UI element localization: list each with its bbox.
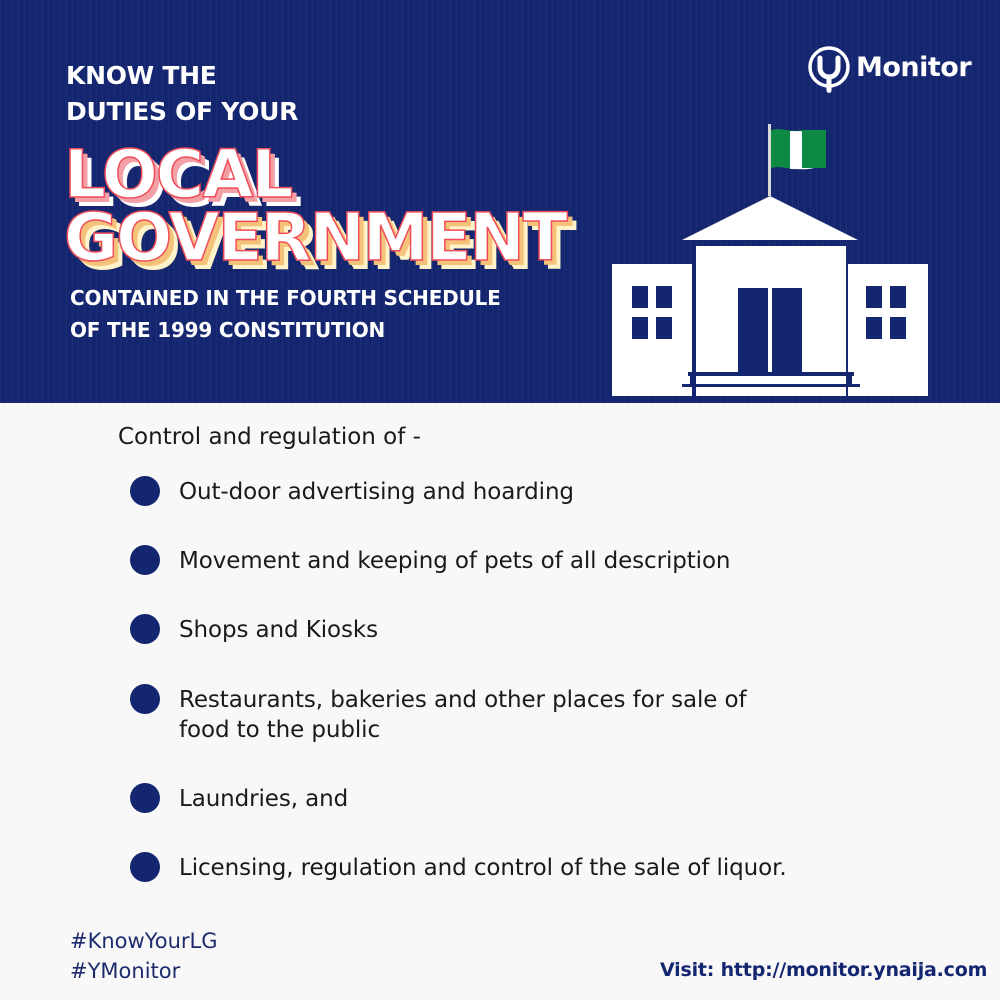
bullet-icon: [130, 783, 160, 813]
bullet-icon: [130, 545, 160, 575]
subtitle-line-1: CONTAINED IN THE FOURTH SCHEDULE: [70, 286, 501, 310]
monitor-logo-icon: [808, 46, 852, 96]
list-item-text: Licensing, regulation and control of the sale of liquor.: [179, 855, 787, 881]
title-government: GOVERNMENT: [64, 199, 566, 276]
government-building-icon: [612, 122, 930, 398]
header-banner: [0, 0, 1000, 403]
list-item-text: Out-door advertising and hoarding: [179, 479, 574, 505]
nigerian-flag-icon: [771, 129, 826, 169]
list-item-text: Movement and keeping of pets of all description: [179, 548, 731, 574]
monitor-logo: [808, 46, 978, 96]
kicker-line-2: DUTIES OF YOUR: [66, 97, 299, 126]
bullet-icon: [130, 614, 160, 644]
bullet-icon: [130, 684, 160, 714]
list-item-text: Restaurants, bakeries and other places for sale of food to the public: [179, 687, 747, 743]
bullet-icon: [130, 476, 160, 506]
title-local: LOCAL: [64, 136, 292, 213]
intro-text: Control and regulation of -: [118, 424, 421, 450]
list-item-text: Shops and Kiosks: [179, 617, 378, 643]
subtitle-line-2: OF THE 1999 CONSTITUTION: [70, 318, 386, 342]
hashtag-ymonitor: #YMonitor: [70, 959, 181, 983]
kicker-line-1: KNOW THE: [66, 61, 217, 90]
flag-pole: [768, 124, 771, 196]
list-item-text: Laundries, and: [179, 786, 349, 812]
hashtag-knowyourlg: #KnowYourLG: [70, 929, 218, 953]
monitor-logo-text: Monitor: [856, 52, 972, 83]
bullet-icon: [130, 852, 160, 882]
visit-link[interactable]: Visit: http://monitor.ynaija.com: [660, 959, 988, 981]
